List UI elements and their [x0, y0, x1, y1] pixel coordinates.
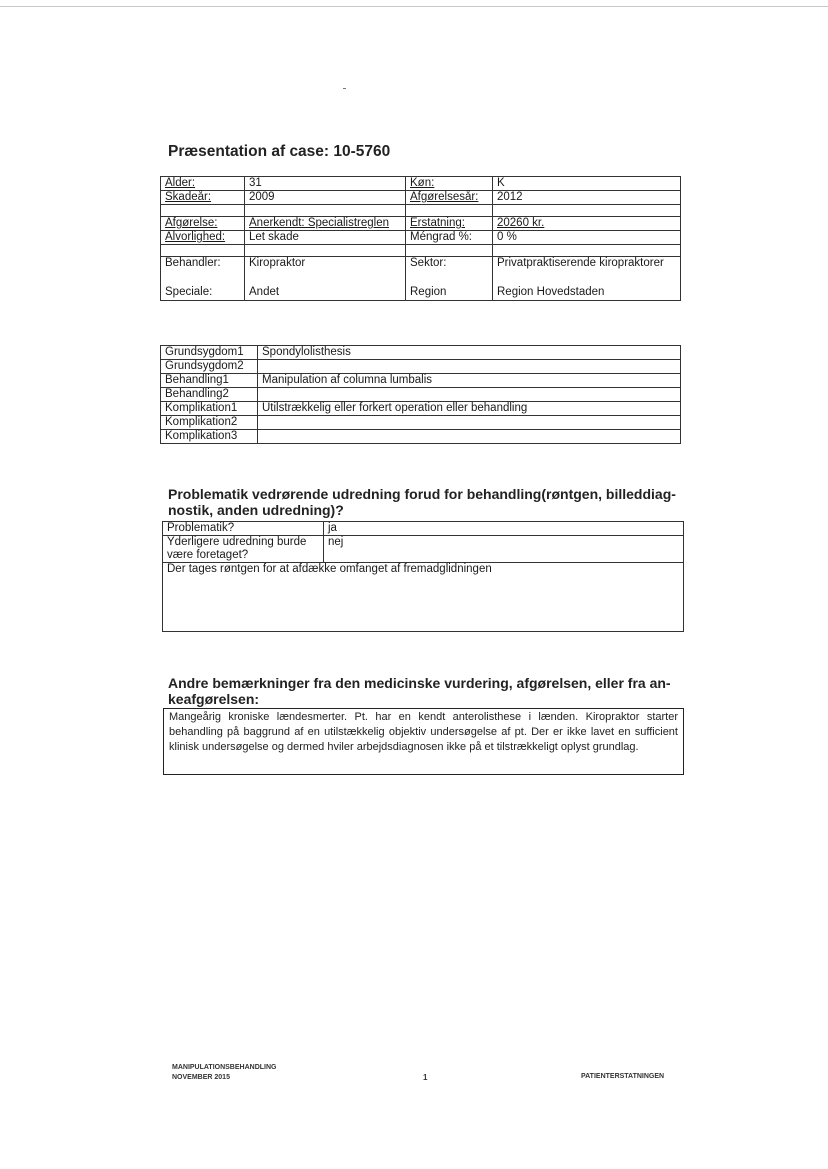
row-label: Komplikation1 — [161, 402, 258, 416]
table-row — [161, 416, 681, 430]
afgoerelsesaar-label: Afgørelsesår: — [406, 191, 493, 205]
problematik-q2-value: nej — [324, 536, 684, 563]
koen-value: K — [493, 177, 681, 191]
blank-cell — [406, 205, 493, 217]
row-value — [258, 430, 681, 444]
alder-value: 31 — [245, 177, 406, 191]
table-row — [161, 374, 681, 388]
andre-remarks: Mangeårig kroniske lændesmerter. Pt. har en kendt anterolisthese i lænden. Kiropraktor starter behandling på baggrund af en utilstækkelig objektiv undersøgelse af pt. Der er ikke lavet en sufficient klinisk undersøgelse og dermed hviler arbejdsdiagnosen ikke på et tilstrækkeligt oplyst grundlag. — [163, 708, 684, 775]
row-label: Grundsygdom1 — [161, 346, 258, 360]
footer-left — [172, 1063, 276, 1083]
scan-speck — [343, 88, 346, 89]
alder-label: Alder: — [161, 177, 245, 191]
row-value — [258, 360, 681, 374]
row-value — [258, 388, 681, 402]
andre-heading: Andre bemærkninger fra den medicinske vurdering, afgørelsen, eller fra an-keafgørelsen: — [168, 675, 671, 707]
blank-cell — [493, 205, 681, 217]
alvorlighed-value: Let skade — [245, 231, 406, 245]
blank-cell — [406, 245, 493, 257]
row-label: Behandling2 — [161, 388, 258, 402]
behandler-value: Kiropraktor — [249, 257, 306, 269]
row-value: Spondylolisthesis — [258, 346, 681, 360]
table-row — [161, 360, 681, 374]
problematik-q1-value: ja — [324, 522, 684, 536]
page-number: 1 — [423, 1073, 428, 1082]
erstatning-label: Erstatning: — [406, 217, 493, 231]
table-row — [161, 346, 681, 360]
row-label: Komplikation3 — [161, 430, 258, 444]
case-info-table — [160, 176, 681, 301]
blank-cell — [161, 245, 245, 257]
region-value: Region Hovedstaden — [497, 286, 605, 298]
behandler-speciale-values — [245, 257, 406, 301]
afgoerelse-label: Afgørelse: — [161, 217, 245, 231]
blank-cell — [161, 205, 245, 217]
blank-cell — [245, 245, 406, 257]
erstatning-value: 20260 kr. — [493, 217, 681, 231]
row-value: Manipulation af columna lumbalis — [258, 374, 681, 388]
problematik-q2-label: Yderligere udredning burde være foretaget? — [163, 536, 324, 563]
region-label: Region — [410, 286, 447, 298]
skadeaar-label: Skadeår: — [161, 191, 245, 205]
footer-left-line2: NOVEMBER 2015 — [172, 1074, 230, 1081]
blank-cell — [493, 245, 681, 257]
afgoerelsesaar-value: 2012 — [493, 191, 681, 205]
table-row — [161, 388, 681, 402]
sektor-region-values — [493, 257, 681, 301]
problematik-q1-label: Problematik? — [163, 522, 324, 536]
row-label: Grundsygdom2 — [161, 360, 258, 374]
mengrad-label: Méngrad %: — [406, 231, 493, 245]
top-rule — [0, 6, 828, 7]
footer-right: PATIENTERSTATNINGEN — [581, 1073, 665, 1080]
koen-label: Køn: — [406, 177, 493, 191]
blank-cell — [245, 205, 406, 217]
case-title: Præsentation af case: 10-5760 — [168, 143, 391, 160]
skadeaar-value: 2009 — [245, 191, 406, 205]
afgoerelse-value: Anerkendt: Specialistreglen — [245, 217, 406, 231]
problematik-table — [162, 521, 684, 632]
problematik-note: Der tages røntgen for at afdække omfanget af fremadglidningen — [163, 563, 684, 632]
sektor-label: Sektor: — [410, 257, 447, 269]
row-value — [258, 416, 681, 430]
behandler-speciale-labels — [161, 257, 245, 301]
row-label: Komplikation2 — [161, 416, 258, 430]
row-label: Behandling1 — [161, 374, 258, 388]
alvorlighed-label: Alvorlighed: — [161, 231, 245, 245]
mengrad-value: 0 % — [493, 231, 681, 245]
footer-left-line1: MANIPULATIONSBEHANDLING — [172, 1064, 277, 1071]
sektor-value: Privatpraktiserende kiropraktorer — [497, 257, 664, 269]
speciale-label: Speciale: — [165, 286, 213, 298]
problematik-heading: Problematik vedrørende udredning forud for behandling(røntgen, billeddiag-nostik, anden udredning)? — [168, 486, 676, 518]
sektor-region-labels — [406, 257, 493, 301]
speciale-value: Andet — [249, 286, 280, 298]
row-value: Utilstrækkelig eller forkert operation eller behandling — [258, 402, 681, 416]
behandler-label: Behandler: — [165, 257, 221, 269]
table-row — [161, 402, 681, 416]
diagnosis-table — [160, 345, 681, 444]
table-row — [161, 430, 681, 444]
